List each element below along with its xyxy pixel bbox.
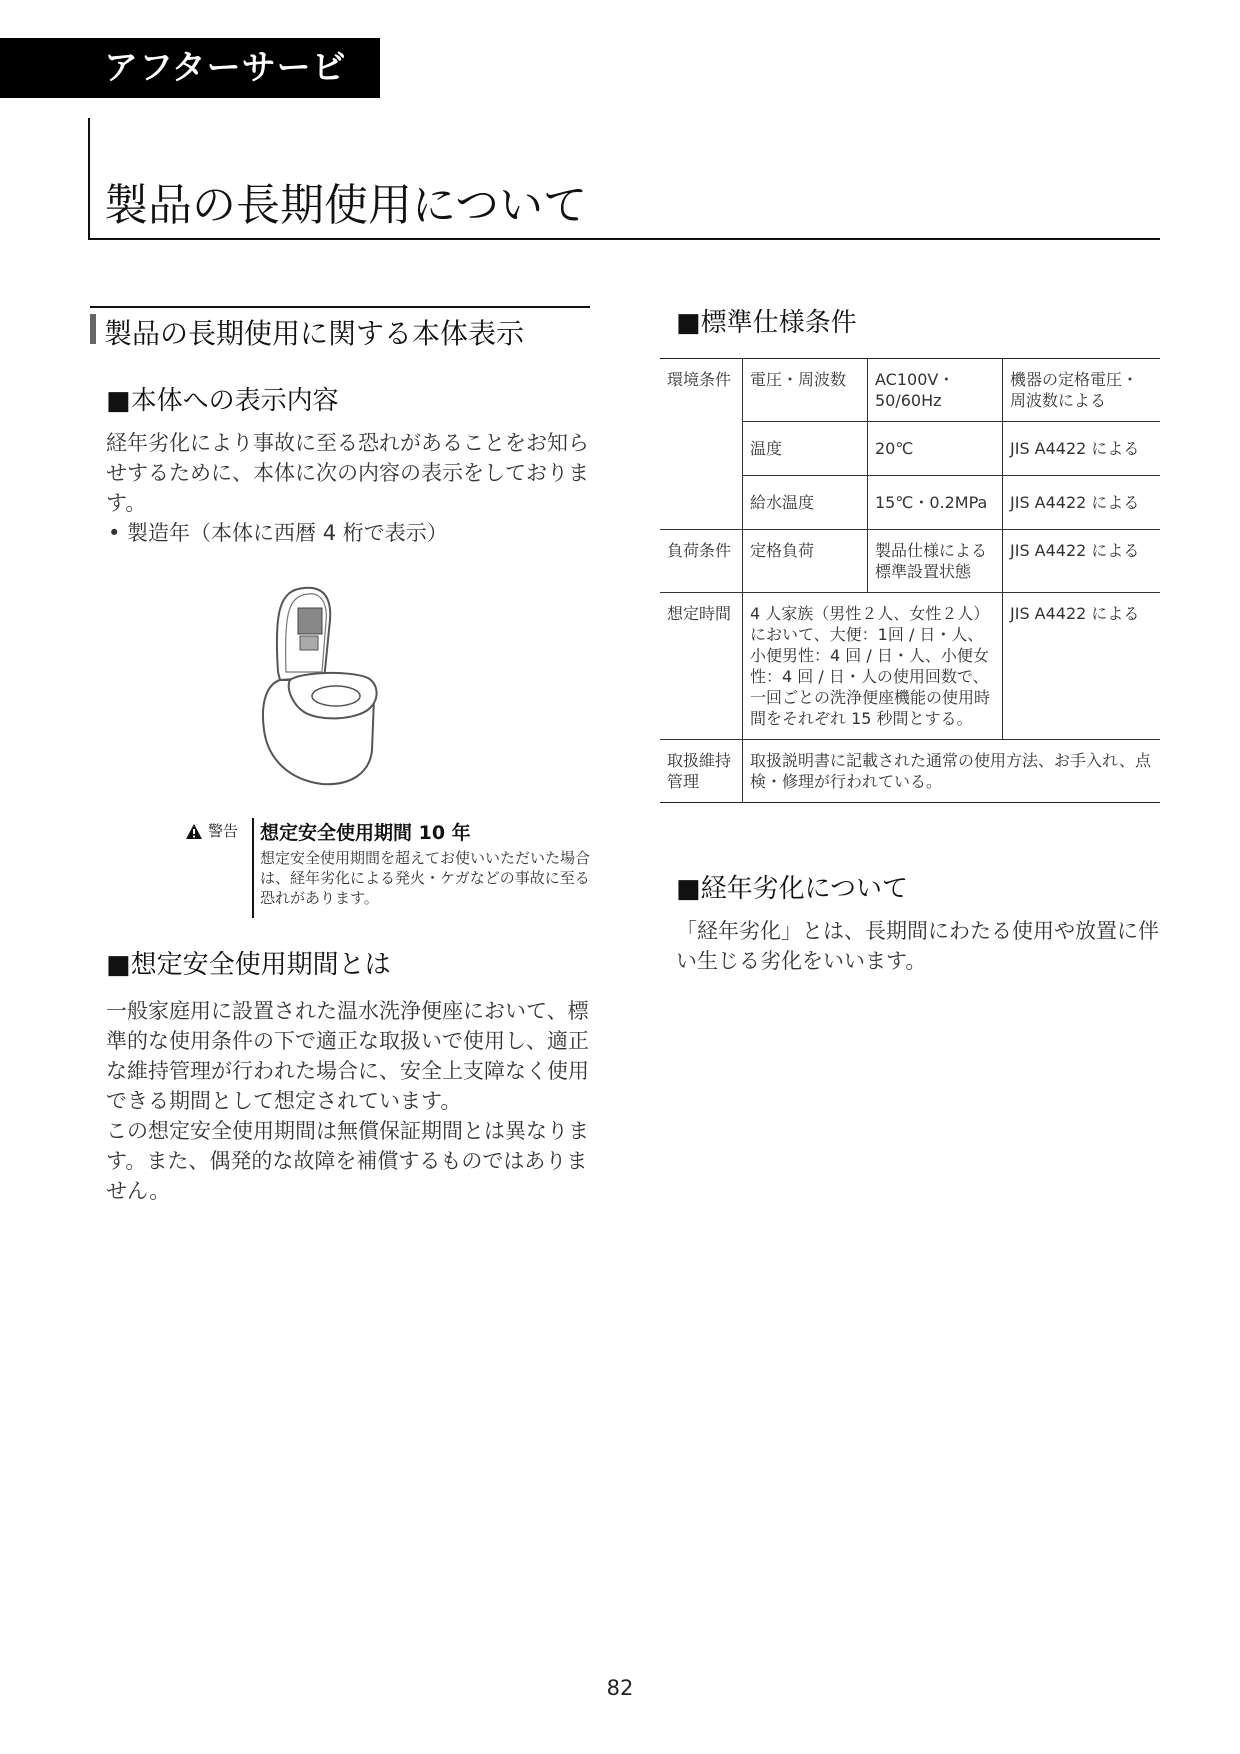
table-row [660, 740, 1160, 803]
table-cell: 定格負荷 [743, 530, 868, 593]
aging-body: 「経年劣化」とは、長期間にわたる使用や放置に伴い生じる劣化をいいます。 [676, 919, 1159, 973]
period-body-1: 一般家庭用に設置された温水洗浄便座において、標準的な使用条件の下で適正な取扱いで使用し、適正な維持管理が行われた場合に、安全上支障なく使用できる期間として想定されています。 [106, 999, 589, 1113]
title-underline [88, 238, 1160, 240]
page-number: 82 [606, 1676, 634, 1700]
table-cell: JIS A4422 による [1003, 422, 1161, 476]
warning-box [186, 818, 596, 920]
left-subheading [90, 306, 590, 348]
table-cell: 温度 [743, 422, 868, 476]
subheading-text: 製品の長期使用に関する本体表示 [104, 317, 525, 350]
table-cell: 取扱説明書に記載された通常の使用方法、お手入れ、点検・修理が行われている。 [743, 740, 1161, 803]
title-left-rule [88, 118, 90, 240]
table-cell: JIS A4422 による [1003, 530, 1161, 593]
warning-title: 想定安全使用期間 10 年 [260, 822, 471, 844]
subheading-marker [90, 314, 96, 344]
display-heading: ■本体への表示内容 [106, 386, 339, 416]
section-tab: アフターサービス [0, 38, 380, 98]
table-cell: AC100V・50/60Hz [868, 359, 1003, 422]
warning-body: 想定安全使用期間を超えてお使いいただいた場合は、経年劣化による発火・ケガなどの事故に至る恐れがあります。 [260, 849, 591, 907]
aging-heading: ■経年劣化について [676, 874, 909, 904]
table-cell: 想定時間 [660, 593, 743, 740]
toilet-illustration [260, 580, 430, 790]
table-row [660, 530, 1160, 593]
display-bullet: • 製造年（本体に西暦 4 桁で表示） [108, 521, 448, 545]
page-title: 製品の長期使用について [104, 180, 588, 231]
table-cell: JIS A4422 による [1003, 593, 1161, 740]
table-cell: 負荷条件 [660, 530, 743, 593]
table-row [660, 359, 1160, 422]
warning-icon [186, 824, 202, 839]
period-heading: ■想定安全使用期間とは [106, 950, 391, 980]
table-cell: JIS A4422 による [1003, 476, 1161, 530]
table-cell: 15℃・0.2MPa [868, 476, 1003, 530]
table-cell: 4 人家族（男性２人、女性２人）において、大便：1回 / 日・人、小便男性：4 回 / 日・人、小便女性：4 回 / 日・人の使用回数で、一回ごとの洗浄便座機能の使用時間をそれぞれ 15 秒間とする。 [743, 593, 1003, 740]
spec-heading: ■標準仕様条件 [676, 308, 857, 338]
spec-table [660, 358, 1160, 803]
table-cell: 環境条件 [660, 359, 743, 530]
period-body-2: この想定安全使用期間は無償保証期間とは異なります。また、偶発的な故障を補償するものではありません。 [106, 1119, 589, 1203]
display-body: 経年劣化により事故に至る恐れがあることをお知らせするために、本体に次の内容の表示をしております。 [106, 431, 589, 515]
warning-label: 警告 [208, 822, 239, 840]
table-cell: 取扱維持管理 [660, 740, 743, 803]
table-cell: 製品仕様による標準設置状態 [868, 530, 1003, 593]
table-cell: 機器の定格電圧・周波数による [1003, 359, 1161, 422]
warning-divider [252, 818, 254, 918]
table-cell: 電圧・周波数 [743, 359, 868, 422]
table-cell: 20℃ [868, 422, 1003, 476]
table-row [660, 593, 1160, 740]
table-cell: 給水温度 [743, 476, 868, 530]
